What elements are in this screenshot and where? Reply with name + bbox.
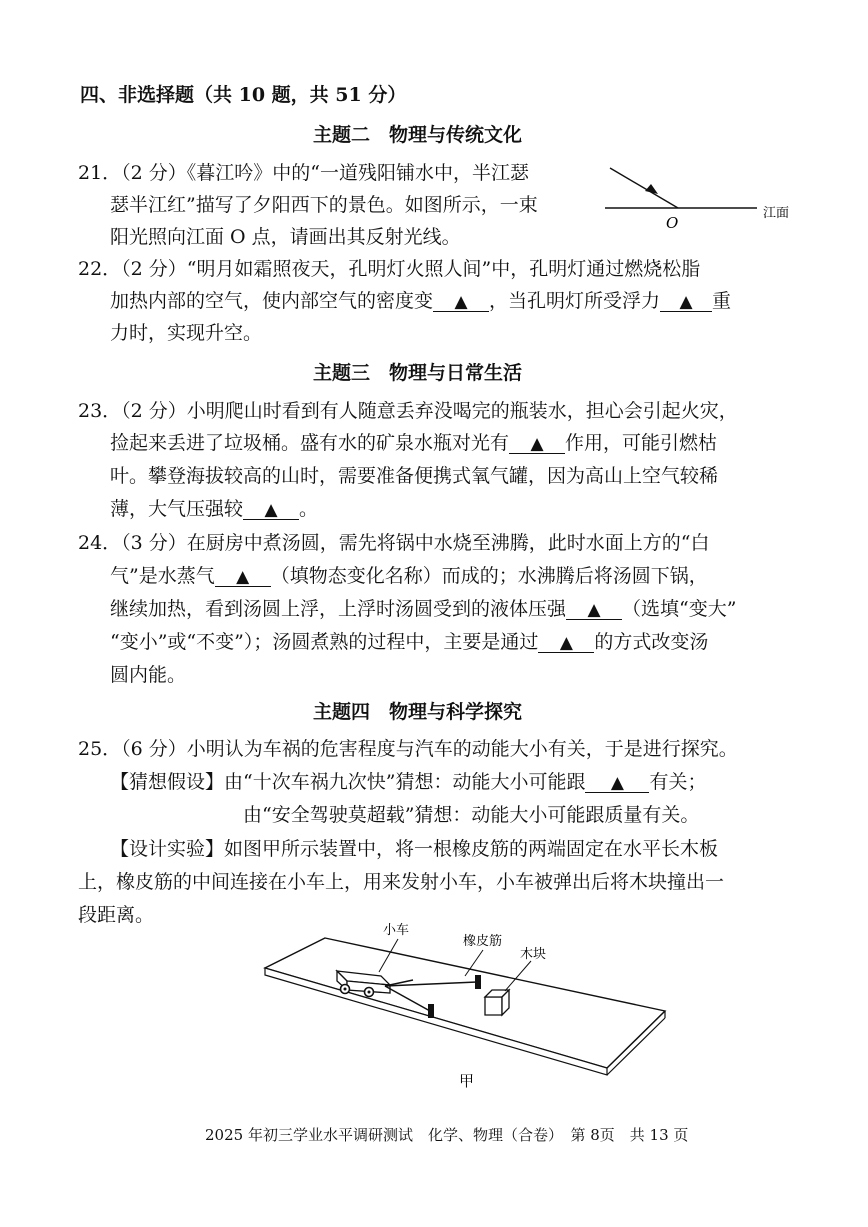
q23-text-b: 作用，可能引燃枯 bbox=[565, 432, 718, 454]
blank-triangle-icon: ▲ bbox=[679, 292, 693, 312]
q21-line3: 阳光照向江面 O 点，请画出其反射光线。 bbox=[110, 226, 461, 248]
q24-line3 bbox=[110, 594, 736, 621]
car-label: 小车 bbox=[383, 923, 410, 938]
incident-ray-arrow bbox=[645, 184, 658, 194]
q21-reflection-figure bbox=[600, 160, 815, 235]
q25-design-3: 段距离。 bbox=[78, 904, 155, 926]
q25-hypothesis-1 bbox=[110, 767, 706, 794]
blank-triangle-icon: ▲ bbox=[530, 434, 544, 454]
q25-design-1 bbox=[110, 834, 718, 861]
incident-ray bbox=[610, 168, 678, 208]
q25-design-text: 如图甲所示装置中，将一根橡皮筋的两端固定在水平长木板 bbox=[224, 838, 719, 860]
q23-blank-1[interactable] bbox=[509, 434, 565, 454]
q24-text-d: （选填“变大” bbox=[622, 598, 737, 620]
q24-blank-3[interactable] bbox=[538, 633, 594, 653]
hypothesis-label: 【猜想假设】 bbox=[110, 771, 225, 793]
q24-blank-2[interactable] bbox=[566, 600, 622, 620]
q22-line3: 力时，实现升空。 bbox=[110, 322, 263, 344]
q23-line4 bbox=[110, 494, 318, 521]
blank-triangle-icon: ▲ bbox=[454, 292, 468, 312]
q24-line5: 圆内能。 bbox=[110, 664, 187, 686]
q22-line2 bbox=[110, 286, 731, 313]
q25-blank-1[interactable] bbox=[585, 773, 649, 793]
q23-blank-2[interactable] bbox=[243, 500, 299, 520]
q25-hypothesis-2: 由“安全驾驶莫超载”猜想：动能大小可能跟质量有关。 bbox=[243, 804, 700, 826]
q22-text-c: 重 bbox=[712, 290, 732, 312]
theme2-title: 主题二 物理与传统文化 bbox=[313, 124, 523, 146]
theme3-title: 主题三 物理与日常生活 bbox=[313, 362, 523, 384]
blank-triangle-icon: ▲ bbox=[587, 600, 601, 620]
q24-text-c: 继续加热，看到汤圆上浮，上浮时汤圆受到的液体压强 bbox=[110, 598, 567, 620]
design-label: 【设计实验】 bbox=[110, 838, 225, 860]
wooden-block bbox=[485, 990, 509, 1015]
q24-line2 bbox=[110, 561, 708, 588]
q23-text-c: 薄，大气压强较 bbox=[110, 498, 244, 520]
wooden-board bbox=[265, 938, 665, 1068]
band-label: 橡皮筋 bbox=[463, 934, 503, 949]
q23-line2 bbox=[110, 428, 717, 455]
blank-triangle-icon: ▲ bbox=[610, 773, 624, 793]
anchor-post-upper bbox=[475, 975, 481, 989]
q24-line4 bbox=[110, 627, 708, 654]
blank-triangle-icon: ▲ bbox=[236, 567, 250, 587]
q24-text-f: 的方式改变汤 bbox=[594, 631, 709, 653]
q22-blank-1[interactable] bbox=[433, 292, 489, 312]
anchor-post-lower bbox=[428, 1004, 434, 1018]
q25-text-a: 由“十次车祸九次快”猜想：动能大小可能跟 bbox=[224, 771, 586, 793]
point-o-label: O bbox=[666, 214, 679, 232]
q23-text-a: 捡起来丢进了垃圾桶。盛有水的矿泉水瓶对光有 bbox=[110, 432, 510, 454]
q24-line1: 24．（3 分）在厨房中煮汤圆，需先将锅中水烧至沸腾，此时水面上方的“白 bbox=[78, 532, 710, 554]
blank-triangle-icon: ▲ bbox=[559, 633, 573, 653]
block-label: 木块 bbox=[520, 947, 547, 962]
q25-text-b: 有关； bbox=[649, 771, 707, 793]
figure-jia bbox=[255, 918, 685, 1093]
q23-line3: 叶。攀登海拔较高的山时，需要准备便携式氧气罐，因为高山上空气较稀 bbox=[110, 465, 719, 487]
figure-caption: 甲 bbox=[459, 1072, 475, 1090]
section-heading: 四、非选择题（共 10 题，共 51 分） bbox=[80, 84, 407, 106]
q22-text-a: 加热内部的空气，使内部空气的密度变 bbox=[110, 290, 434, 312]
q21-line2: 瑟半江红”描写了夕阳西下的景色。如图所示，一束 bbox=[110, 194, 538, 216]
blank-triangle-icon: ▲ bbox=[264, 500, 278, 520]
page-footer: 2025 年初三学业水平调研测试 化学、物理（合卷） 第 8页 共 13 页 bbox=[205, 1126, 689, 1144]
q24-text-e: “变小”或“不变”）；汤圆煮熟的过程中，主要是通过 bbox=[110, 631, 539, 653]
q21-line1: 21．（2 分）《暮江吟》中的“一道残阳铺水中，半江瑟 bbox=[78, 162, 530, 184]
q22-line1: 22．（2 分）“明月如霜照夜天，孔明灯火照人间”中，孔明灯通过燃烧松脂 bbox=[78, 258, 701, 280]
q24-text-a: 气”是水蒸气 bbox=[110, 565, 215, 587]
surface-label: 江面 bbox=[763, 206, 790, 221]
theme4-title: 主题四 物理与科学探究 bbox=[313, 701, 523, 723]
q24-blank-1[interactable] bbox=[215, 567, 271, 587]
q24-text-b: （填物态变化名称）而成的；水沸腾后将汤圆下锅， bbox=[270, 565, 708, 587]
q22-blank-2[interactable] bbox=[660, 292, 712, 312]
q25-line1: 25．（6 分）小明认为车祸的危害程度与汽车的动能大小有关，于是进行探究。 bbox=[78, 738, 738, 760]
q22-text-b: ，当孔明灯所受浮力 bbox=[489, 290, 661, 312]
q23-line1: 23．（2 分）小明爬山时看到有人随意丢弃没喝完的瓶装水，担心会引起火灾， bbox=[78, 400, 738, 422]
q23-text-d: 。 bbox=[299, 498, 319, 520]
q25-design-2: 上，橡皮筋的中间连接在小车上，用来发射小车，小车被弹出后将木块撞出一 bbox=[78, 871, 725, 893]
